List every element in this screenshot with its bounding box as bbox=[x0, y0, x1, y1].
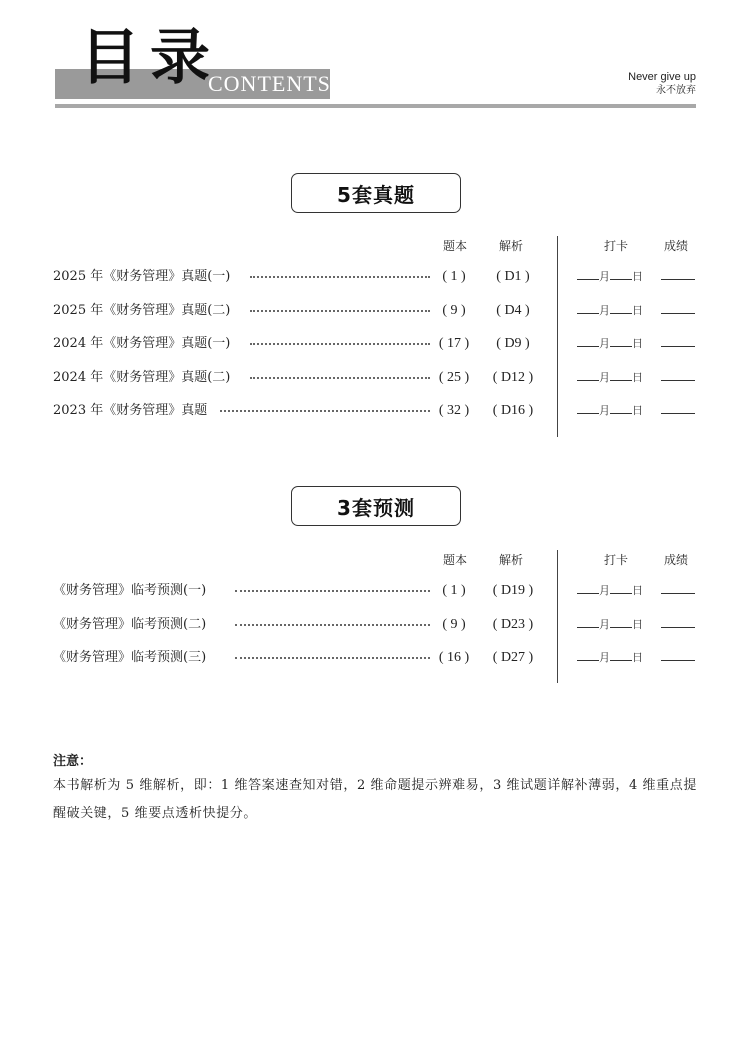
checkin-date-field[interactable] bbox=[577, 581, 643, 601]
toc-answer-page: ( D27 ) bbox=[492, 650, 534, 665]
score-blank[interactable] bbox=[661, 413, 695, 414]
checkin-date-field[interactable] bbox=[577, 334, 643, 354]
month-blank[interactable] bbox=[577, 660, 599, 661]
motto-english: Never give up bbox=[628, 71, 696, 83]
month-label: 月 bbox=[599, 270, 610, 283]
month-blank[interactable] bbox=[577, 413, 599, 414]
month-label: 月 bbox=[599, 370, 610, 384]
toc-entry-title: 2025 年《财务管理》真题(二) bbox=[53, 302, 231, 318]
toc-answer-page: ( D19 ) bbox=[492, 583, 534, 598]
section-title-real-exams: 5套真题 bbox=[291, 173, 461, 213]
checkin-date-field[interactable] bbox=[577, 648, 643, 668]
day-blank[interactable] bbox=[610, 593, 632, 594]
col-head-answer: 解析 bbox=[499, 239, 524, 253]
day-blank[interactable] bbox=[610, 313, 632, 314]
toc-page-number: ( 32 ) bbox=[438, 403, 470, 418]
day-label: 日 bbox=[632, 617, 643, 631]
note-heading: 注意： bbox=[53, 754, 93, 769]
day-blank[interactable] bbox=[610, 380, 632, 381]
month-label: 月 bbox=[599, 404, 610, 417]
toc-answer-page: ( D9 ) bbox=[496, 336, 530, 351]
toc-row[interactable] bbox=[0, 334, 750, 354]
score-blank[interactable] bbox=[661, 660, 695, 661]
month-blank[interactable] bbox=[577, 313, 599, 314]
month-label: 月 bbox=[599, 651, 610, 664]
toc-entry-title: 《财务管理》临考预测(二) bbox=[53, 616, 207, 632]
toc-row[interactable] bbox=[0, 267, 750, 287]
toc-answer-page: ( D12 ) bbox=[492, 369, 534, 385]
toc-row[interactable] bbox=[0, 368, 750, 388]
dot-leader bbox=[220, 410, 430, 412]
col-head-answer: 解析 bbox=[499, 553, 524, 567]
checkin-date-field[interactable] bbox=[577, 368, 643, 388]
col-head-checkin: 打卡 bbox=[604, 553, 629, 567]
dot-leader bbox=[235, 590, 430, 592]
score-blank[interactable] bbox=[661, 279, 695, 280]
toc-page-number: ( 16 ) bbox=[438, 650, 470, 665]
month-blank[interactable] bbox=[577, 346, 599, 347]
day-label: 日 bbox=[632, 303, 643, 317]
toc-entry-title: 《财务管理》临考预测(一) bbox=[53, 583, 207, 598]
day-blank[interactable] bbox=[610, 627, 632, 628]
motto-chinese: 永不放弃 bbox=[656, 85, 696, 96]
toc-row[interactable] bbox=[0, 615, 750, 635]
toc-row[interactable] bbox=[0, 401, 750, 421]
toc-page-number: ( 1 ) bbox=[442, 269, 466, 284]
section-title-predictions: 3套预测 bbox=[291, 486, 461, 526]
score-blank[interactable] bbox=[661, 627, 695, 628]
checkin-date-field[interactable] bbox=[577, 615, 643, 635]
page-subtitle: CONTENTS bbox=[208, 71, 331, 96]
header-underline bbox=[55, 104, 696, 108]
toc-page-number: ( 17 ) bbox=[438, 336, 470, 351]
month-label: 月 bbox=[599, 617, 610, 631]
month-blank[interactable] bbox=[577, 279, 599, 280]
month-label: 月 bbox=[599, 584, 610, 597]
day-blank[interactable] bbox=[610, 413, 632, 414]
score-blank[interactable] bbox=[661, 380, 695, 381]
month-blank[interactable] bbox=[577, 593, 599, 594]
col-head-page: 题本 bbox=[443, 553, 468, 567]
day-label: 日 bbox=[632, 337, 643, 350]
checkin-date-field[interactable] bbox=[577, 301, 643, 321]
dot-leader bbox=[235, 624, 430, 626]
dot-leader bbox=[250, 276, 430, 278]
day-blank[interactable] bbox=[610, 346, 632, 347]
day-blank[interactable] bbox=[610, 279, 632, 280]
day-label: 日 bbox=[632, 404, 643, 417]
day-label: 日 bbox=[632, 270, 643, 283]
checkin-date-field[interactable] bbox=[577, 401, 643, 421]
toc-entry-title: 2025 年《财务管理》真题(一) bbox=[53, 269, 231, 284]
page-title: 目录 bbox=[80, 23, 220, 93]
toc-entry-title: 2024 年《财务管理》真题(二) bbox=[53, 369, 231, 385]
note-body: 本书解析为 5 维解析，即：1 维答案速查知对错，2 维命题提示辨难易，3 维试题详解补薄弱，4 维重点提醒破关键，5 维要点透析快提分。 bbox=[53, 778, 697, 821]
day-blank[interactable] bbox=[610, 660, 632, 661]
toc-entry-title: 《财务管理》临考预测(三) bbox=[53, 650, 207, 665]
toc-answer-page: ( D1 ) bbox=[496, 269, 530, 284]
day-label: 日 bbox=[632, 584, 643, 597]
toc-row[interactable] bbox=[0, 301, 750, 321]
toc-row[interactable] bbox=[0, 581, 750, 601]
toc-page-number: ( 25 ) bbox=[438, 369, 470, 385]
dot-leader bbox=[235, 657, 430, 659]
dot-leader bbox=[250, 343, 430, 345]
day-label: 日 bbox=[632, 651, 643, 664]
month-label: 月 bbox=[599, 337, 610, 350]
col-head-score: 成绩 bbox=[664, 239, 689, 253]
toc-page-number: ( 1 ) bbox=[442, 583, 466, 598]
score-blank[interactable] bbox=[661, 346, 695, 347]
checkin-date-field[interactable] bbox=[577, 267, 643, 287]
toc-page-number: ( 9 ) bbox=[442, 616, 466, 632]
month-blank[interactable] bbox=[577, 627, 599, 628]
toc-row[interactable] bbox=[0, 648, 750, 668]
score-blank[interactable] bbox=[661, 593, 695, 594]
toc-answer-page: ( D16 ) bbox=[492, 403, 534, 418]
dot-leader bbox=[250, 310, 430, 312]
motto bbox=[628, 70, 696, 98]
toc-answer-page: ( D4 ) bbox=[496, 302, 530, 318]
toc-answer-page: ( D23 ) bbox=[492, 616, 534, 632]
col-head-page: 题本 bbox=[443, 239, 468, 253]
month-label: 月 bbox=[599, 303, 610, 317]
toc-entry-title: 2023 年《财务管理》真题 bbox=[53, 403, 208, 418]
dot-leader bbox=[250, 377, 430, 379]
col-head-checkin: 打卡 bbox=[604, 239, 629, 253]
day-label: 日 bbox=[632, 370, 643, 384]
col-head-score: 成绩 bbox=[664, 553, 689, 567]
toc-entry-title: 2024 年《财务管理》真题(一) bbox=[53, 336, 231, 351]
score-blank[interactable] bbox=[661, 313, 695, 314]
month-blank[interactable] bbox=[577, 380, 599, 381]
toc-page-number: ( 9 ) bbox=[442, 302, 466, 318]
